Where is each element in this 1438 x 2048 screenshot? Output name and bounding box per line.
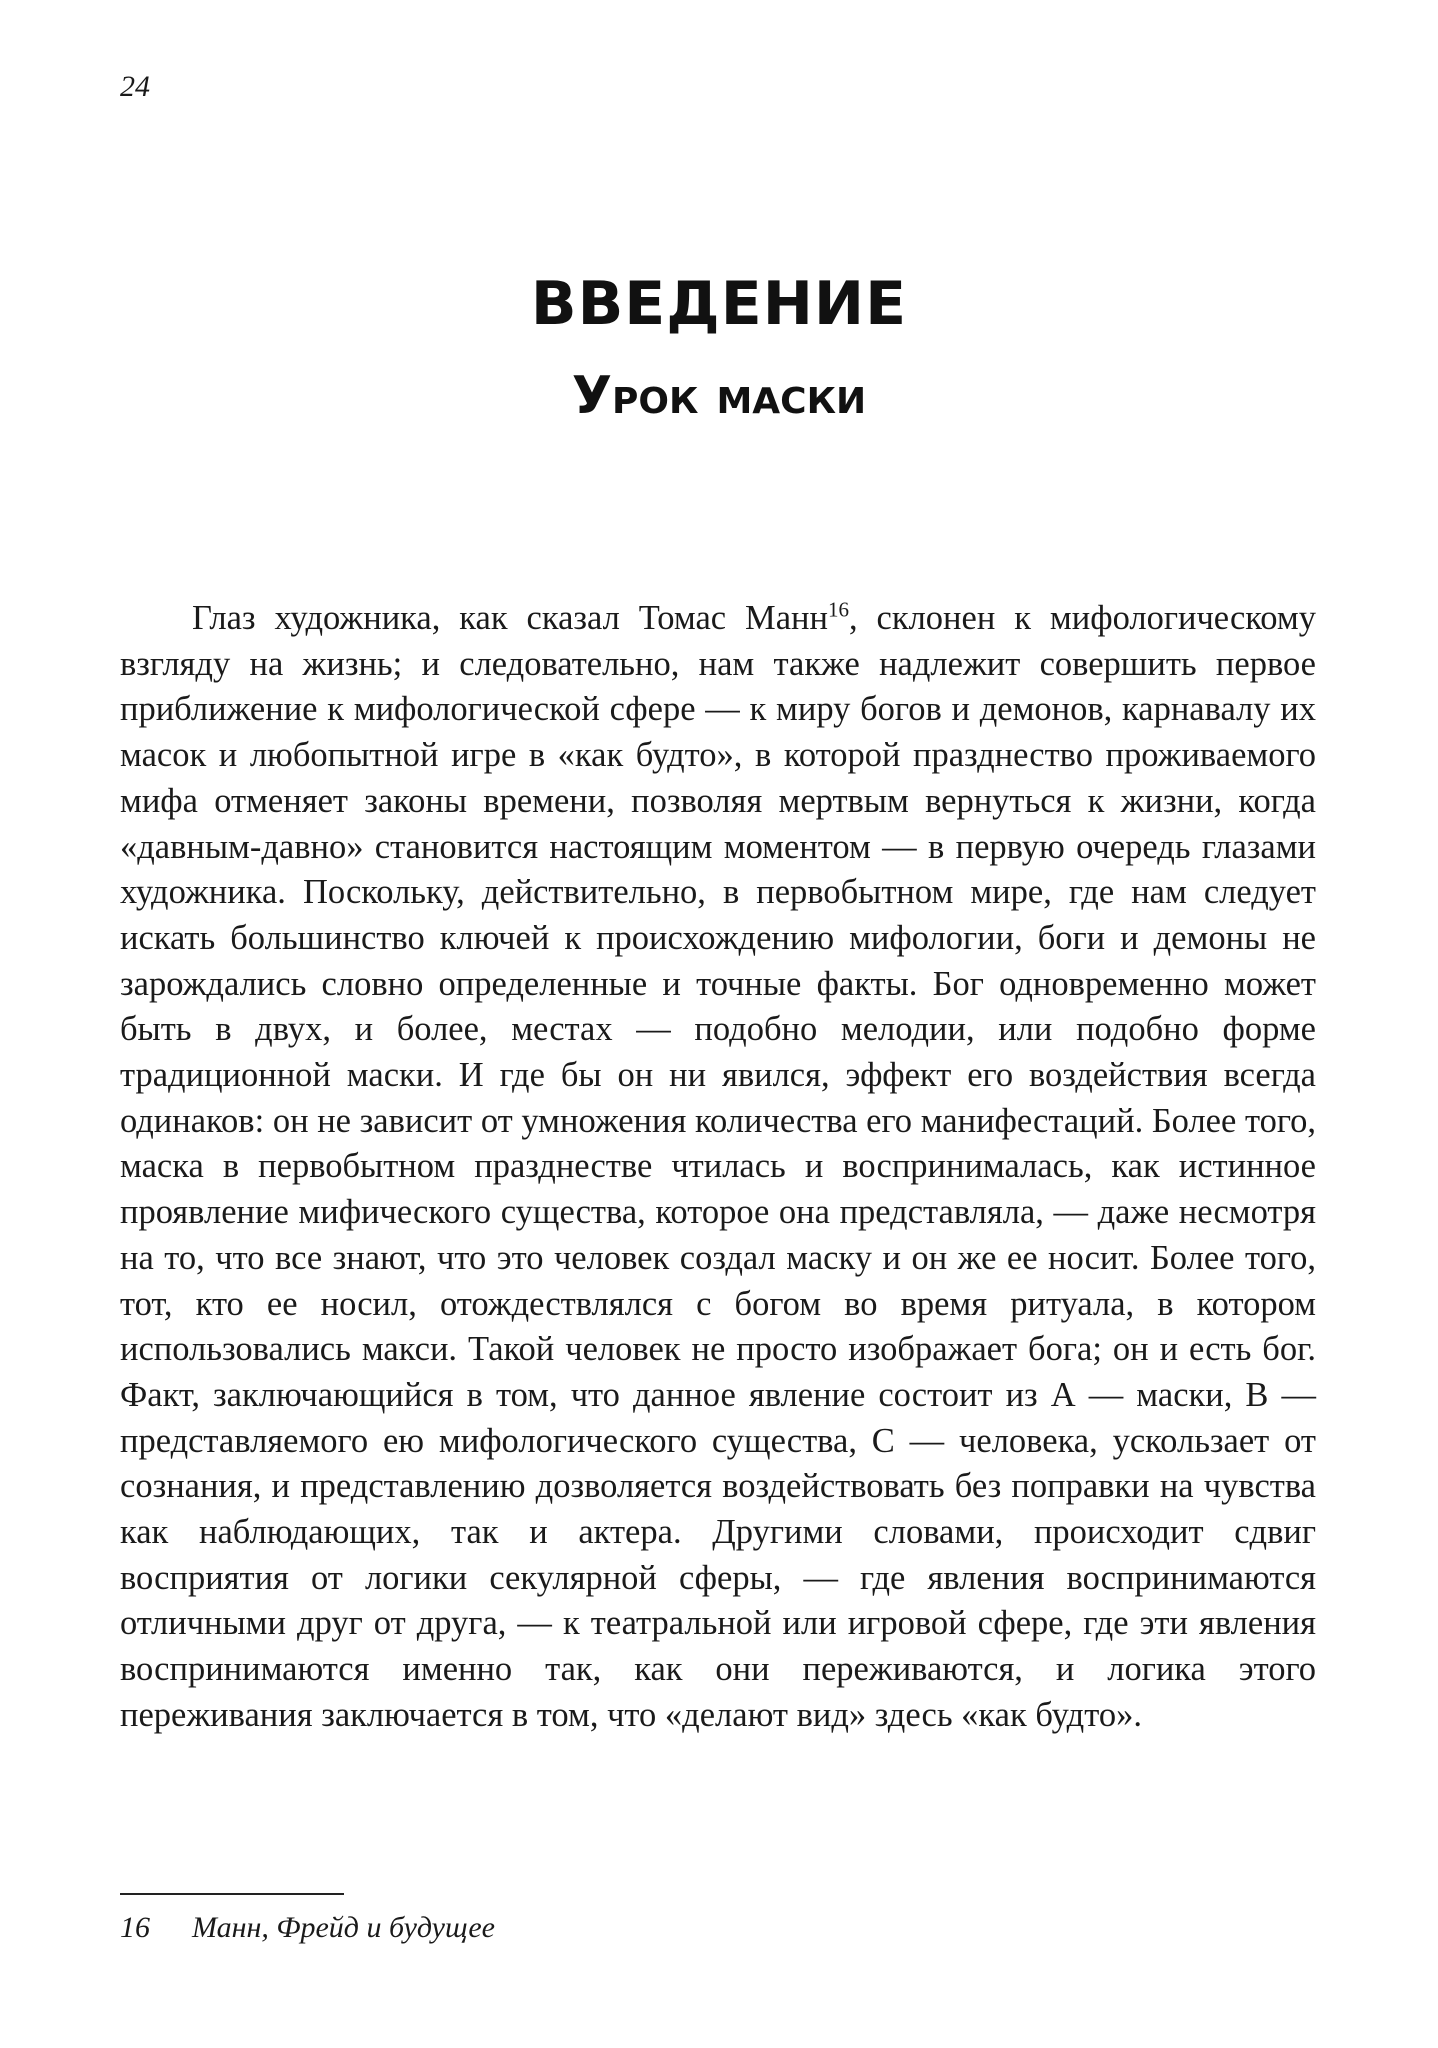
footnote [120,1910,495,1946]
page-number: 24 [120,70,150,103]
chapter-heading [0,268,1438,432]
footnote-separator [120,1893,344,1895]
chapter-subtitle: Урок маски [571,366,867,426]
footnote-text: Манн, Фрейд и будущее [192,1911,495,1944]
body-text-part-1: Глаз художника, как сказал Томас Манн [192,599,828,637]
footnote-reference: 16 [827,597,849,622]
body-paragraph [120,596,1316,1739]
body-text-part-2: , склонен к мифологическому взгляду на жизнь; и следовательно, нам также надлежит совершить первое приближение к мифологической сфере — к миру богов и демонов, карнавалу их масок и любопытной игре в «как будто», в которой празднество проживаемого мифа отменяет законы времени, позволяя мертвым вернуться к жизни, когда «давным-давно» становится настоящим моментом — в первую очередь глазами художника. Поскольку, действительно, в первобытном мире, где нам следует искать большинство ключей к происхождению мифологии, боги и демоны не зарождались словно определенные и точные факты. Бог одновременно может быть в двух, и более, местах — подобно мелодии, или подобно форме традиционной маски. И где бы он ни явился, эффект его воздействия всегда одинаков: он не зависит от умножения количества его манифестаций. Более того, маска в первобытном празднестве чтилась и воспринималась, как истинное проявление мифического существа, которое она представляла, — даже несмотря на то, что все знают, что это человек создал маску и он же ее носит. Более того, тот, кто ее носил, отождествлялся с богом во время ритуала, в котором использовались макси. Такой человек не просто изображает бога; он и есть бог. Факт, заключающийся в том, что данное явление состоит из А — маски, В — представляемого ею мифологического существа, С — человека, ускользает от сознания, и представлению дозволяется воздействовать без поправки на чувства как наблюдающих, так и актера. Другими словами, происходит сдвиг восприятия от логики секулярной сферы, — где явления воспринимаются отличными друг от друга, — к театральной или игровой сфере, где эти явления воспринимаются именно так, как они переживаются, и логика этого переживания заключается в том, что «делают вид» здесь «как будто». [120,599,1316,1734]
footnote-number: 16 [120,1911,150,1944]
chapter-title: ВВЕДЕНИЕ [530,269,908,339]
